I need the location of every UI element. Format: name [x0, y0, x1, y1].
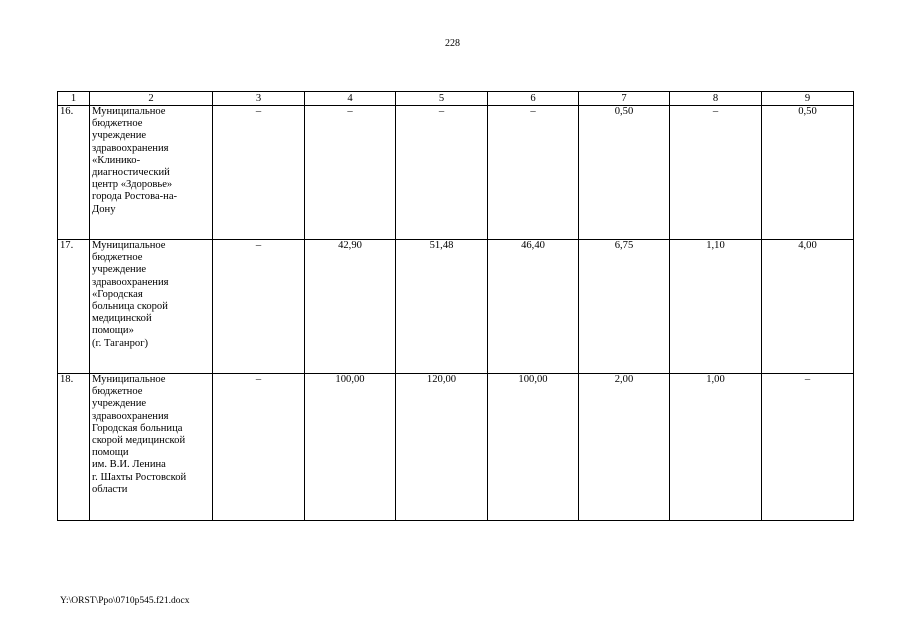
- value-cell: –: [213, 240, 305, 374]
- value-cell: –: [762, 374, 854, 521]
- column-header: 2: [90, 92, 213, 106]
- name-line: здравоохранения: [92, 410, 169, 422]
- row-index: 17.: [58, 240, 90, 374]
- value-cell: –: [488, 106, 579, 240]
- column-header: 3: [213, 92, 305, 106]
- data-table: [57, 91, 854, 521]
- name-line: учреждение: [92, 398, 147, 410]
- name-line: диагностический: [92, 167, 170, 179]
- name-line: помощи: [92, 447, 129, 459]
- institution-name: [90, 240, 213, 374]
- value-cell: 46,40: [488, 240, 579, 374]
- value-cell: 1,00: [670, 374, 762, 521]
- value-cell: –: [396, 106, 488, 240]
- value-cell: –: [670, 106, 762, 240]
- page-number: 228: [445, 38, 460, 49]
- value-cell: 1,10: [670, 240, 762, 374]
- name-line: Муниципальное: [92, 374, 166, 385]
- column-header: 6: [488, 92, 579, 106]
- name-line: «Клинико-: [92, 154, 141, 166]
- name-line: Дону: [92, 203, 116, 215]
- name-line: здравоохранения: [92, 276, 169, 288]
- value-cell: 51,48: [396, 240, 488, 374]
- table-header-row: [58, 92, 854, 106]
- name-line: скорой медицинской: [92, 435, 186, 447]
- value-cell: –: [213, 106, 305, 240]
- column-header: 1: [58, 92, 90, 106]
- name-line: учреждение: [92, 264, 147, 276]
- table-row: [58, 374, 854, 521]
- column-header: 9: [762, 92, 854, 106]
- value-cell: 2,00: [579, 374, 670, 521]
- name-line: Муниципальное: [92, 240, 166, 251]
- value-cell: 6,75: [579, 240, 670, 374]
- row-index: 18.: [58, 374, 90, 521]
- value-cell: 0,50: [579, 106, 670, 240]
- table-row: [58, 240, 854, 374]
- name-line: им. В.И. Ленина: [92, 459, 166, 471]
- name-line: здравоохранения: [92, 142, 169, 154]
- value-cell: 42,90: [305, 240, 396, 374]
- name-line: «Городская: [92, 288, 143, 300]
- name-line: больница скорой: [92, 301, 168, 313]
- value-cell: 0,50: [762, 106, 854, 240]
- name-line: области: [92, 483, 128, 495]
- name-line: Муниципальное: [92, 106, 166, 117]
- column-header: 8: [670, 92, 762, 106]
- value-cell: –: [305, 106, 396, 240]
- name-line: бюджетное: [92, 118, 143, 130]
- column-header: 5: [396, 92, 488, 106]
- institution-name: [90, 374, 213, 521]
- row-index: 16.: [58, 106, 90, 240]
- value-cell: –: [213, 374, 305, 521]
- name-line: г. Шахты Ростовской: [92, 471, 187, 483]
- institution-name: [90, 106, 213, 240]
- value-cell: 100,00: [488, 374, 579, 521]
- name-line: центр «Здоровье»: [92, 179, 173, 191]
- name-line: бюджетное: [92, 386, 143, 398]
- value-cell: 4,00: [762, 240, 854, 374]
- name-line: медицинской: [92, 313, 152, 325]
- table-row: [58, 106, 854, 240]
- name-line: Городская больница: [92, 422, 183, 434]
- name-line: города Ростова-на-: [92, 191, 178, 203]
- name-line: помощи»: [92, 325, 134, 337]
- name-line: бюджетное: [92, 252, 143, 264]
- name-line: учреждение: [92, 130, 147, 142]
- column-header: 4: [305, 92, 396, 106]
- value-cell: 120,00: [396, 374, 488, 521]
- footer-file-path: Y:\ORST\Ppo\0710p545.f21.docx: [60, 596, 190, 606]
- name-line: (г. Таганрог): [92, 337, 149, 349]
- column-header: 7: [579, 92, 670, 106]
- value-cell: 100,00: [305, 374, 396, 521]
